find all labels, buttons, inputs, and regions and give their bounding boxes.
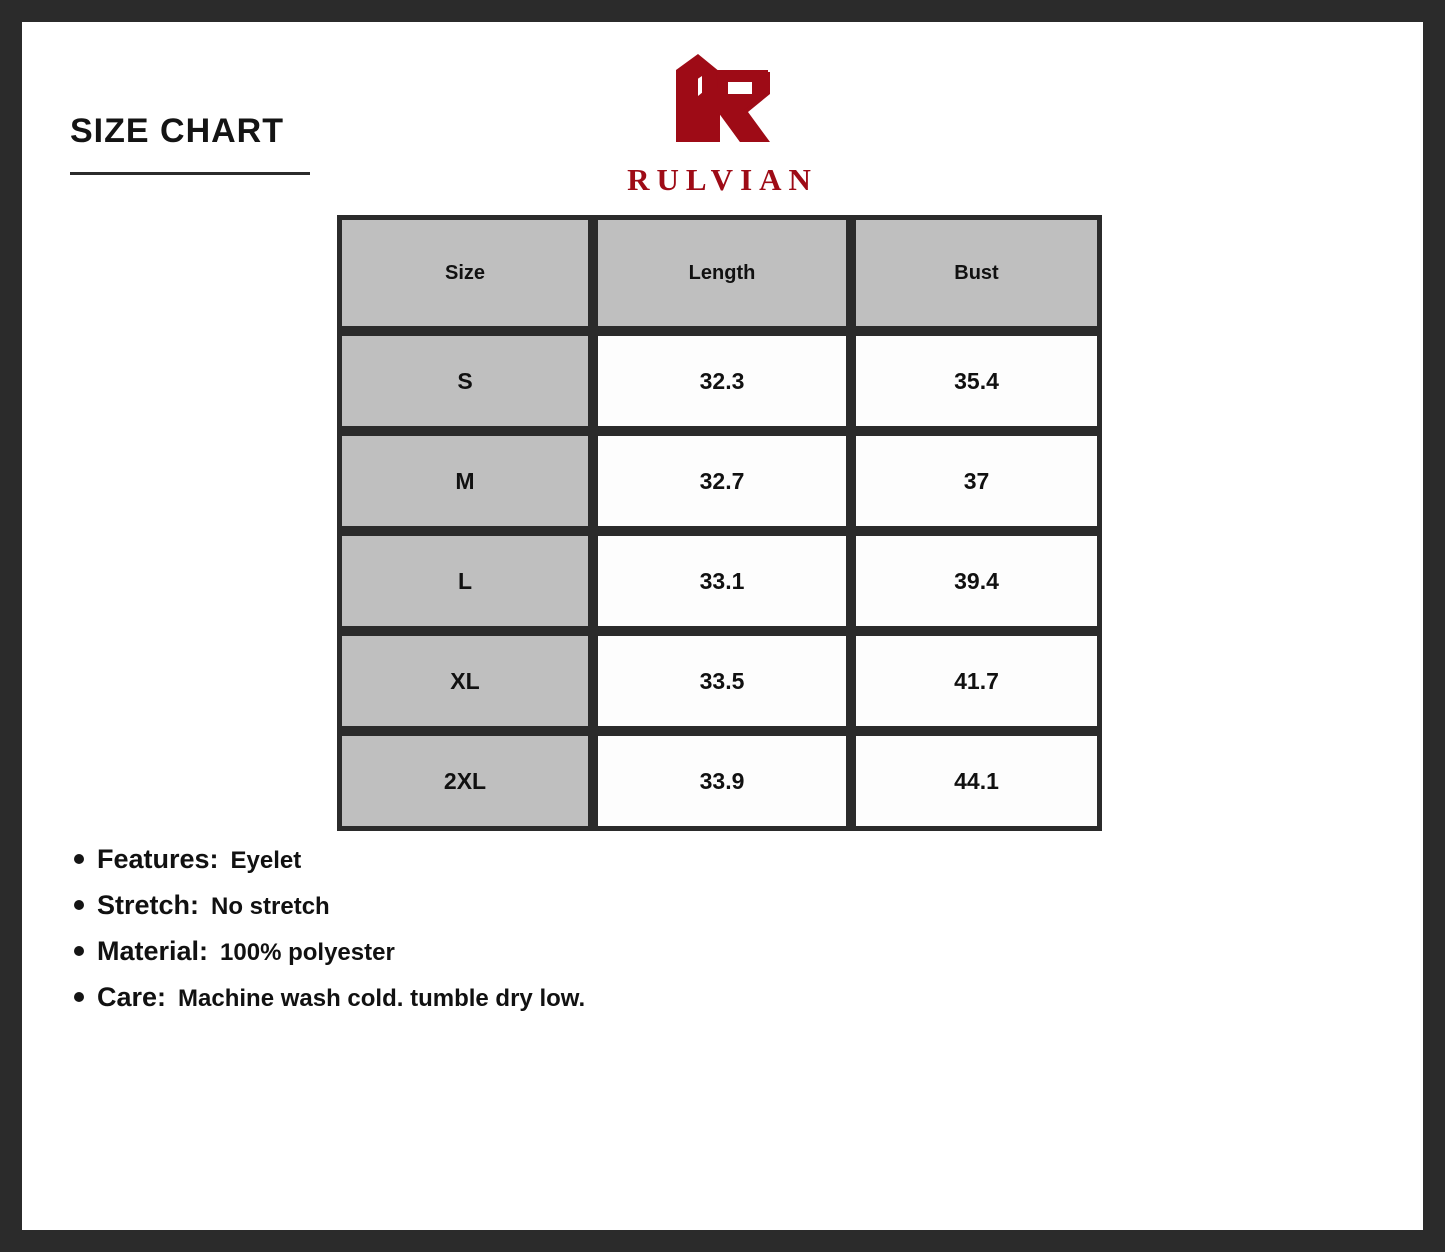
cell-bust: 37 <box>851 431 1102 531</box>
size-table-wrapper <box>337 215 1102 831</box>
cell-size: M <box>337 431 593 531</box>
table-row <box>337 431 1102 531</box>
brand-logo <box>22 50 1423 198</box>
cell-size: S <box>337 331 593 431</box>
list-item <box>74 890 1274 921</box>
table-row <box>337 531 1102 631</box>
product-notes <box>74 844 1274 1028</box>
cell-size: 2XL <box>337 731 593 831</box>
table-row <box>337 731 1102 831</box>
table-row <box>337 631 1102 731</box>
list-item <box>74 982 1274 1013</box>
note-label: Stretch: <box>97 890 200 920</box>
header-length: Length <box>593 215 851 331</box>
page-inner <box>22 22 1423 1230</box>
header-bust: Bust <box>851 215 1102 331</box>
bullet-icon <box>74 992 84 1002</box>
note-value: 100% polyester <box>220 939 395 966</box>
note-label: Material: <box>97 936 209 966</box>
list-item <box>74 936 1274 967</box>
cell-size: XL <box>337 631 593 731</box>
cell-bust: 39.4 <box>851 531 1102 631</box>
cell-size: L <box>337 531 593 631</box>
table-row <box>337 331 1102 431</box>
rulvian-r-monogram-icon <box>658 50 788 150</box>
cell-length: 32.7 <box>593 431 851 531</box>
cell-length: 33.5 <box>593 631 851 731</box>
bullet-icon <box>74 854 84 864</box>
note-value: Eyelet <box>230 847 302 874</box>
page-title: SIZE CHART <box>70 112 284 150</box>
note-value: No stretch <box>211 893 330 920</box>
note-label: Features: <box>97 844 219 874</box>
cell-bust: 44.1 <box>851 731 1102 831</box>
bullet-icon <box>74 900 84 910</box>
list-item <box>74 844 1274 875</box>
bullet-icon <box>74 946 84 956</box>
brand-name: RULVIAN <box>627 162 818 197</box>
cell-length: 33.9 <box>593 731 851 831</box>
note-value: Machine wash cold. tumble dry low. <box>178 985 586 1012</box>
cell-length: 32.3 <box>593 331 851 431</box>
table-header-row <box>337 215 1102 331</box>
size-table <box>337 215 1102 831</box>
cell-bust: 35.4 <box>851 331 1102 431</box>
cell-length: 33.1 <box>593 531 851 631</box>
header-size: Size <box>337 215 593 331</box>
note-label: Care: <box>97 982 167 1012</box>
cell-bust: 41.7 <box>851 631 1102 731</box>
